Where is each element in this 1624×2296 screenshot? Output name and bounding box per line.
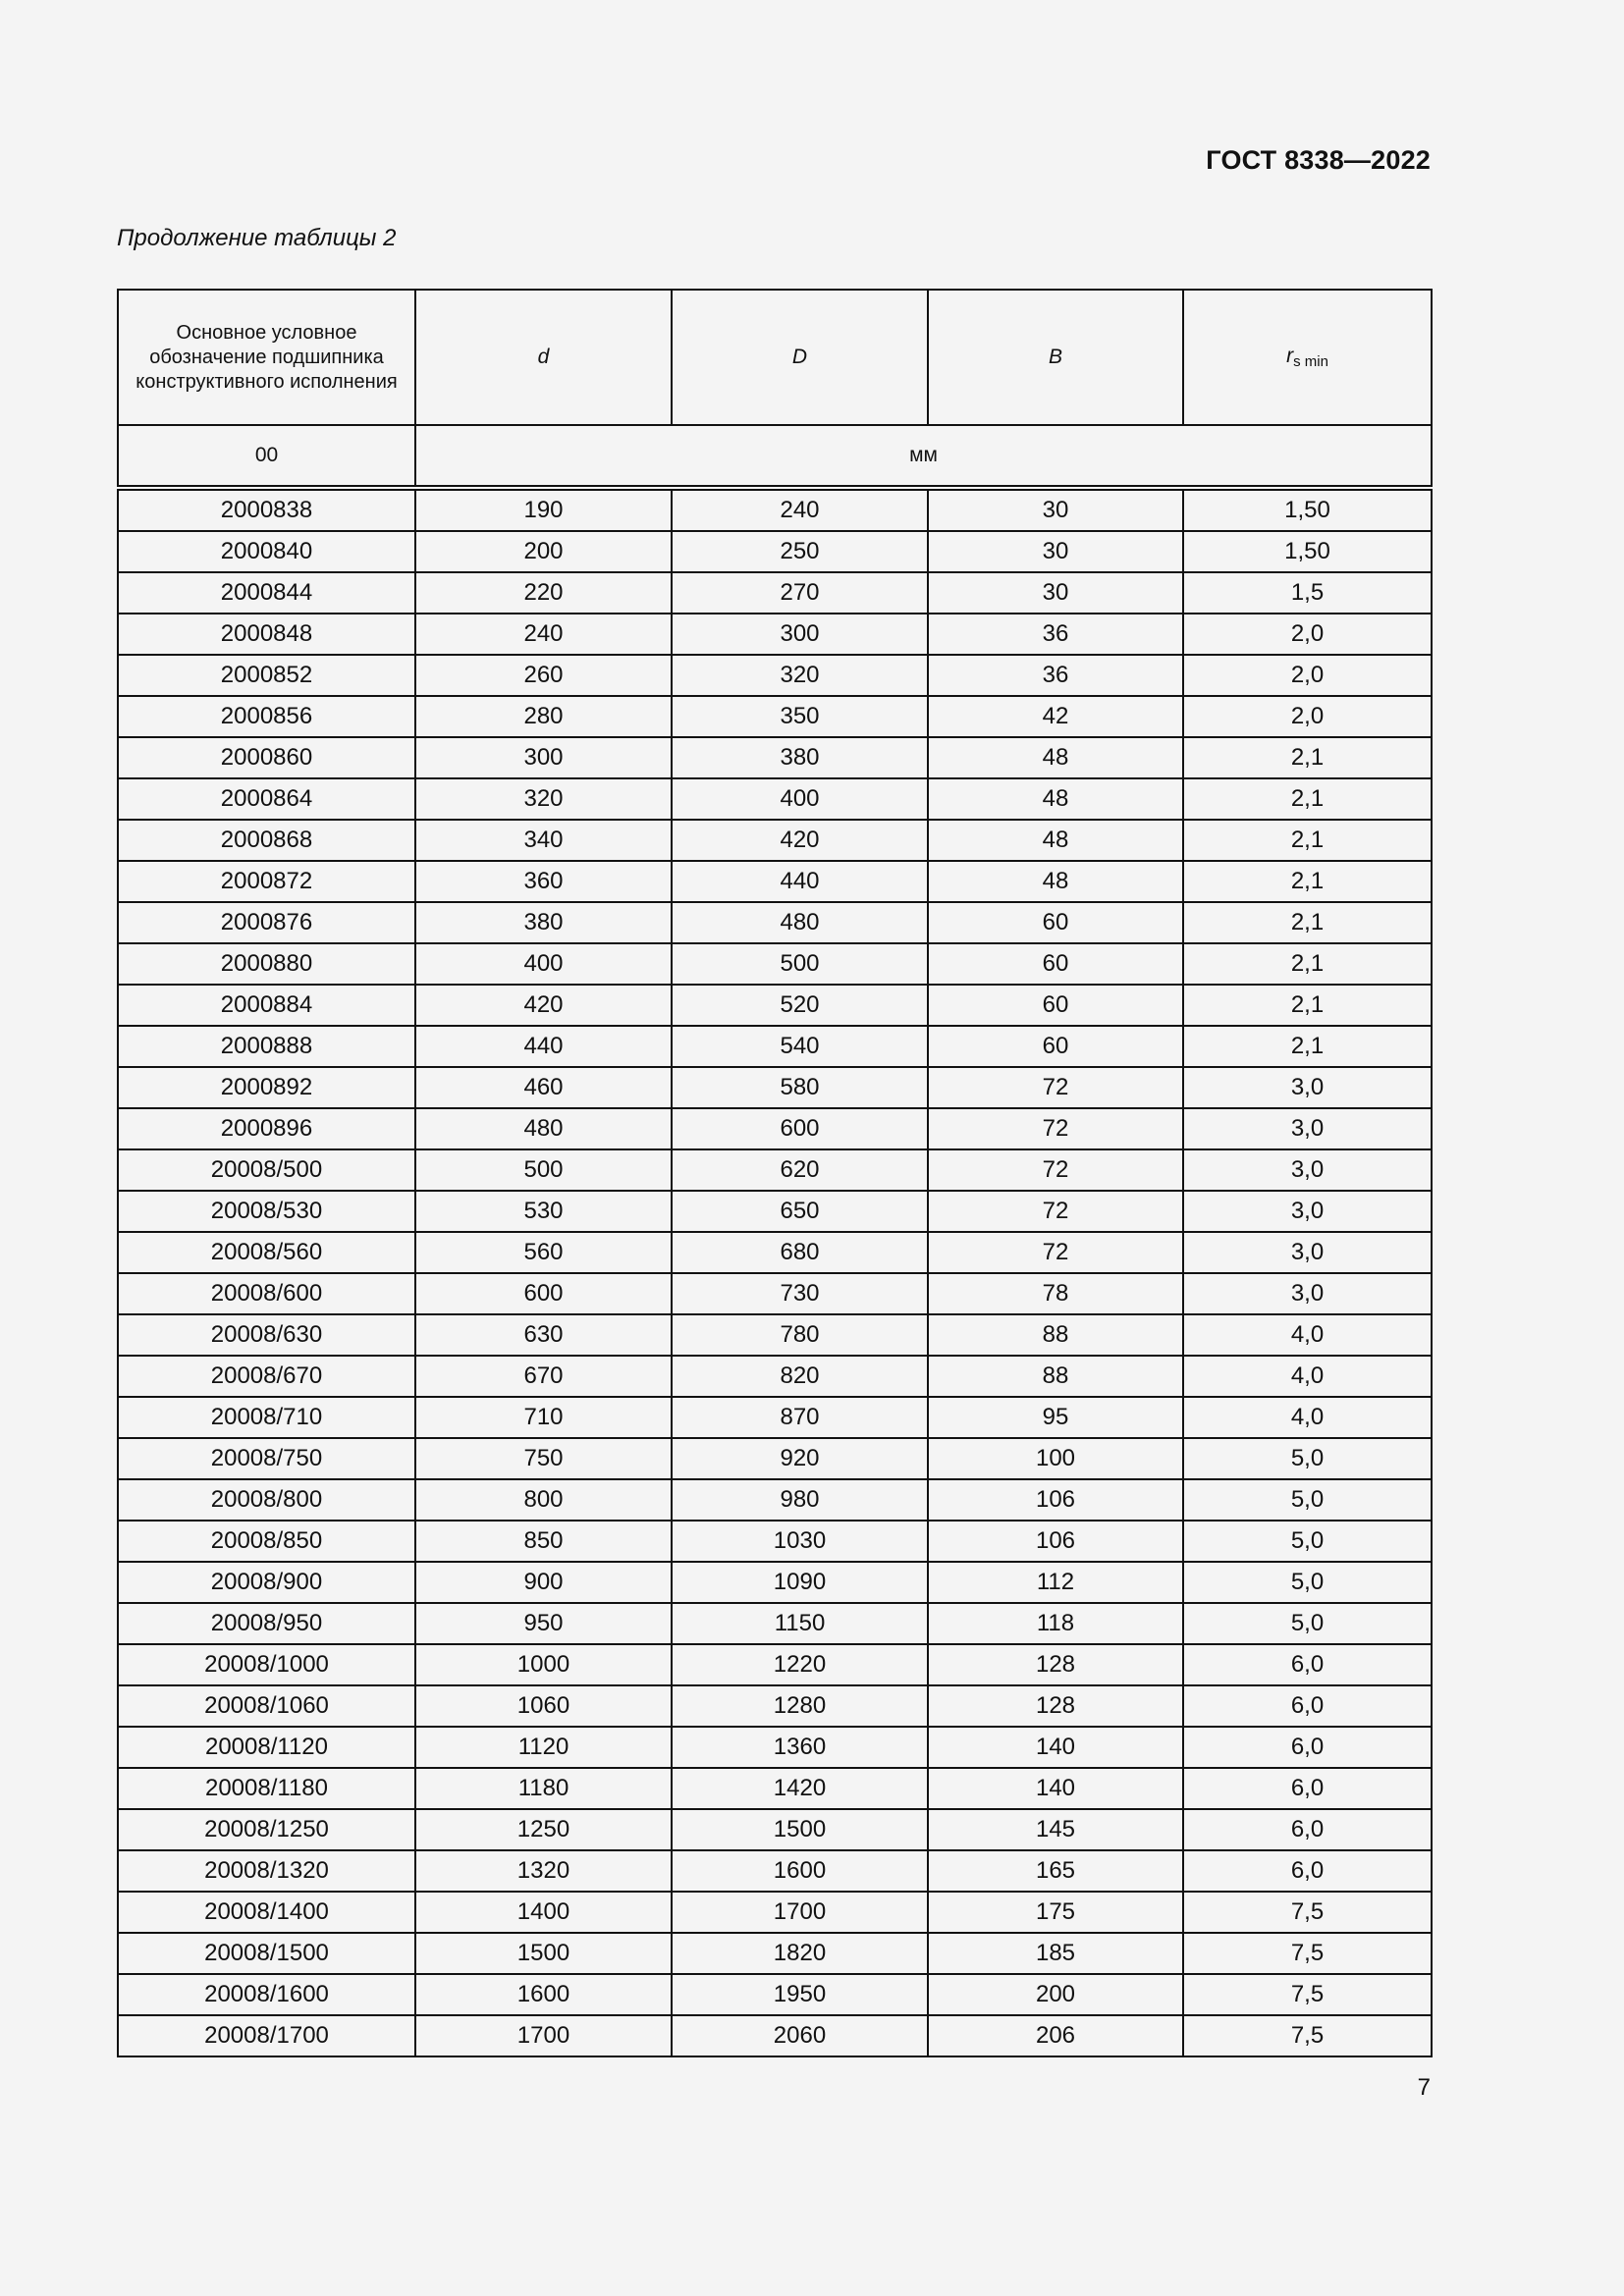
cell-designation: 2000840 bbox=[118, 531, 415, 572]
cell-D: 1090 bbox=[672, 1562, 928, 1603]
cell-designation: 20008/500 bbox=[118, 1149, 415, 1191]
cell-B: 30 bbox=[928, 488, 1183, 531]
cell-designation: 20008/670 bbox=[118, 1356, 415, 1397]
cell-rs-min: 3,0 bbox=[1183, 1108, 1432, 1149]
cell-d: 340 bbox=[415, 820, 672, 861]
table-header-row bbox=[118, 290, 1432, 425]
cell-D: 580 bbox=[672, 1067, 928, 1108]
cell-d: 800 bbox=[415, 1479, 672, 1521]
cell-B: 88 bbox=[928, 1314, 1183, 1356]
cell-B: 48 bbox=[928, 737, 1183, 778]
cell-d: 850 bbox=[415, 1521, 672, 1562]
table-row bbox=[118, 943, 1432, 985]
header-r: r bbox=[1286, 345, 1294, 367]
table-row bbox=[118, 820, 1432, 861]
cell-designation: 20008/1400 bbox=[118, 1892, 415, 1933]
cell-D: 1500 bbox=[672, 1809, 928, 1850]
table-unit-row bbox=[118, 425, 1432, 488]
cell-D: 680 bbox=[672, 1232, 928, 1273]
table-row bbox=[118, 614, 1432, 655]
cell-d: 190 bbox=[415, 488, 672, 531]
cell-rs-min: 1,50 bbox=[1183, 488, 1432, 531]
cell-designation: 20008/1000 bbox=[118, 1644, 415, 1685]
cell-B: 118 bbox=[928, 1603, 1183, 1644]
cell-D: 380 bbox=[672, 737, 928, 778]
cell-rs-min: 5,0 bbox=[1183, 1603, 1432, 1644]
cell-B: 106 bbox=[928, 1521, 1183, 1562]
cell-B: 128 bbox=[928, 1685, 1183, 1727]
cell-rs-min: 5,0 bbox=[1183, 1438, 1432, 1479]
cell-D: 440 bbox=[672, 861, 928, 902]
cell-designation: 20008/1250 bbox=[118, 1809, 415, 1850]
cell-rs-min: 1,5 bbox=[1183, 572, 1432, 614]
table-row bbox=[118, 696, 1432, 737]
cell-designation: 20008/1120 bbox=[118, 1727, 415, 1768]
cell-D: 920 bbox=[672, 1438, 928, 1479]
cell-rs-min: 2,1 bbox=[1183, 902, 1432, 943]
cell-B: 88 bbox=[928, 1356, 1183, 1397]
table-row bbox=[118, 1685, 1432, 1727]
cell-rs-min: 3,0 bbox=[1183, 1191, 1432, 1232]
table-row bbox=[118, 1232, 1432, 1273]
cell-rs-min: 6,0 bbox=[1183, 1809, 1432, 1850]
cell-rs-min: 2,0 bbox=[1183, 696, 1432, 737]
cell-D: 1220 bbox=[672, 1644, 928, 1685]
cell-designation: 20008/1700 bbox=[118, 2015, 415, 2056]
cell-D: 650 bbox=[672, 1191, 928, 1232]
cell-rs-min: 2,1 bbox=[1183, 943, 1432, 985]
cell-rs-min: 3,0 bbox=[1183, 1232, 1432, 1273]
cell-rs-min: 4,0 bbox=[1183, 1397, 1432, 1438]
table-row bbox=[118, 655, 1432, 696]
cell-rs-min: 2,0 bbox=[1183, 655, 1432, 696]
cell-D: 480 bbox=[672, 902, 928, 943]
cell-D: 620 bbox=[672, 1149, 928, 1191]
cell-d: 1120 bbox=[415, 1727, 672, 1768]
cell-rs-min: 2,1 bbox=[1183, 861, 1432, 902]
table-body bbox=[118, 488, 1432, 2056]
cell-rs-min: 6,0 bbox=[1183, 1685, 1432, 1727]
table-row bbox=[118, 1026, 1432, 1067]
cell-d: 1060 bbox=[415, 1685, 672, 1727]
cell-D: 1950 bbox=[672, 1974, 928, 2015]
cell-d: 600 bbox=[415, 1273, 672, 1314]
cell-B: 100 bbox=[928, 1438, 1183, 1479]
cell-designation: 20008/1500 bbox=[118, 1933, 415, 1974]
cell-B: 60 bbox=[928, 985, 1183, 1026]
cell-d: 400 bbox=[415, 943, 672, 985]
cell-D: 500 bbox=[672, 943, 928, 985]
table-row bbox=[118, 985, 1432, 1026]
cell-B: 60 bbox=[928, 1026, 1183, 1067]
table-row bbox=[118, 488, 1432, 531]
header-B: B bbox=[928, 290, 1183, 425]
cell-d: 710 bbox=[415, 1397, 672, 1438]
cell-rs-min: 3,0 bbox=[1183, 1149, 1432, 1191]
cell-d: 950 bbox=[415, 1603, 672, 1644]
table-row bbox=[118, 902, 1432, 943]
cell-rs-min: 4,0 bbox=[1183, 1356, 1432, 1397]
cell-d: 260 bbox=[415, 655, 672, 696]
cell-d: 320 bbox=[415, 778, 672, 820]
cell-B: 206 bbox=[928, 2015, 1183, 2056]
cell-designation: 20008/800 bbox=[118, 1479, 415, 1521]
cell-B: 72 bbox=[928, 1108, 1183, 1149]
table-row bbox=[118, 1356, 1432, 1397]
table-row bbox=[118, 1149, 1432, 1191]
cell-D: 320 bbox=[672, 655, 928, 696]
cell-rs-min: 1,50 bbox=[1183, 531, 1432, 572]
cell-d: 380 bbox=[415, 902, 672, 943]
cell-designation: 2000888 bbox=[118, 1026, 415, 1067]
cell-D: 1150 bbox=[672, 1603, 928, 1644]
cell-B: 140 bbox=[928, 1727, 1183, 1768]
cell-rs-min: 5,0 bbox=[1183, 1562, 1432, 1603]
cell-D: 1700 bbox=[672, 1892, 928, 1933]
cell-D: 600 bbox=[672, 1108, 928, 1149]
cell-D: 520 bbox=[672, 985, 928, 1026]
cell-designation: 2000860 bbox=[118, 737, 415, 778]
cell-designation: 20008/850 bbox=[118, 1521, 415, 1562]
cell-D: 420 bbox=[672, 820, 928, 861]
header-d: d bbox=[415, 290, 672, 425]
cell-D: 350 bbox=[672, 696, 928, 737]
cell-d: 1320 bbox=[415, 1850, 672, 1892]
cell-designation: 2000884 bbox=[118, 985, 415, 1026]
cell-D: 240 bbox=[672, 488, 928, 531]
cell-rs-min: 2,1 bbox=[1183, 1026, 1432, 1067]
header-rs-min bbox=[1183, 290, 1432, 425]
cell-B: 145 bbox=[928, 1809, 1183, 1850]
table-row bbox=[118, 1974, 1432, 2015]
table-row bbox=[118, 1727, 1432, 1768]
cell-D: 270 bbox=[672, 572, 928, 614]
cell-designation: 2000880 bbox=[118, 943, 415, 985]
cell-rs-min: 5,0 bbox=[1183, 1521, 1432, 1562]
cell-rs-min: 5,0 bbox=[1183, 1479, 1432, 1521]
table-row bbox=[118, 531, 1432, 572]
cell-B: 200 bbox=[928, 1974, 1183, 2015]
table-caption: Продолжение таблицы 2 bbox=[117, 225, 397, 251]
cell-d: 1500 bbox=[415, 1933, 672, 1974]
cell-d: 530 bbox=[415, 1191, 672, 1232]
cell-d: 360 bbox=[415, 861, 672, 902]
cell-B: 175 bbox=[928, 1892, 1183, 1933]
header-D: D bbox=[672, 290, 928, 425]
cell-d: 220 bbox=[415, 572, 672, 614]
cell-d: 300 bbox=[415, 737, 672, 778]
cell-designation: 2000868 bbox=[118, 820, 415, 861]
table-row bbox=[118, 1397, 1432, 1438]
cell-B: 106 bbox=[928, 1479, 1183, 1521]
cell-designation: 2000892 bbox=[118, 1067, 415, 1108]
table-row bbox=[118, 1850, 1432, 1892]
cell-B: 112 bbox=[928, 1562, 1183, 1603]
cell-D: 980 bbox=[672, 1479, 928, 1521]
table-row bbox=[118, 1108, 1432, 1149]
cell-d: 440 bbox=[415, 1026, 672, 1067]
cell-designation: 20008/710 bbox=[118, 1397, 415, 1438]
cell-designation: 20008/950 bbox=[118, 1603, 415, 1644]
cell-d: 280 bbox=[415, 696, 672, 737]
cell-rs-min: 6,0 bbox=[1183, 1768, 1432, 1809]
table-row bbox=[118, 1892, 1432, 1933]
unit-label: мм bbox=[415, 425, 1432, 488]
table-row bbox=[118, 2015, 1432, 2056]
cell-B: 128 bbox=[928, 1644, 1183, 1685]
table-row bbox=[118, 572, 1432, 614]
cell-d: 200 bbox=[415, 531, 672, 572]
cell-D: 730 bbox=[672, 1273, 928, 1314]
cell-rs-min: 4,0 bbox=[1183, 1314, 1432, 1356]
table-row bbox=[118, 1933, 1432, 1974]
cell-B: 60 bbox=[928, 902, 1183, 943]
table-row bbox=[118, 1314, 1432, 1356]
table-row bbox=[118, 1438, 1432, 1479]
cell-B: 48 bbox=[928, 778, 1183, 820]
cell-rs-min: 6,0 bbox=[1183, 1644, 1432, 1685]
cell-d: 670 bbox=[415, 1356, 672, 1397]
cell-d: 1180 bbox=[415, 1768, 672, 1809]
cell-designation: 2000876 bbox=[118, 902, 415, 943]
cell-rs-min: 2,1 bbox=[1183, 778, 1432, 820]
cell-D: 400 bbox=[672, 778, 928, 820]
cell-D: 870 bbox=[672, 1397, 928, 1438]
cell-B: 165 bbox=[928, 1850, 1183, 1892]
cell-designation: 2000896 bbox=[118, 1108, 415, 1149]
cell-designation: 20008/600 bbox=[118, 1273, 415, 1314]
table-row bbox=[118, 1479, 1432, 1521]
document-code: ГОСТ 8338—2022 bbox=[1206, 145, 1431, 175]
cell-B: 48 bbox=[928, 820, 1183, 861]
cell-d: 420 bbox=[415, 985, 672, 1026]
cell-d: 1250 bbox=[415, 1809, 672, 1850]
cell-rs-min: 2,1 bbox=[1183, 737, 1432, 778]
cell-B: 185 bbox=[928, 1933, 1183, 1974]
cell-designation: 2000848 bbox=[118, 614, 415, 655]
cell-d: 1700 bbox=[415, 2015, 672, 2056]
cell-designation: 20008/1600 bbox=[118, 1974, 415, 2015]
bearing-dimensions-table bbox=[117, 289, 1433, 2057]
cell-D: 1030 bbox=[672, 1521, 928, 1562]
unit-code: 00 bbox=[118, 425, 415, 488]
cell-rs-min: 2,0 bbox=[1183, 614, 1432, 655]
cell-d: 460 bbox=[415, 1067, 672, 1108]
cell-d: 750 bbox=[415, 1438, 672, 1479]
cell-B: 60 bbox=[928, 943, 1183, 985]
cell-designation: 2000844 bbox=[118, 572, 415, 614]
table-row bbox=[118, 737, 1432, 778]
cell-D: 820 bbox=[672, 1356, 928, 1397]
cell-designation: 20008/1060 bbox=[118, 1685, 415, 1727]
cell-B: 78 bbox=[928, 1273, 1183, 1314]
cell-B: 72 bbox=[928, 1191, 1183, 1232]
cell-rs-min: 7,5 bbox=[1183, 1892, 1432, 1933]
cell-designation: 2000864 bbox=[118, 778, 415, 820]
cell-D: 1420 bbox=[672, 1768, 928, 1809]
cell-designation: 2000872 bbox=[118, 861, 415, 902]
header-s-min: s min bbox=[1293, 353, 1328, 370]
cell-B: 30 bbox=[928, 572, 1183, 614]
cell-B: 36 bbox=[928, 655, 1183, 696]
cell-d: 500 bbox=[415, 1149, 672, 1191]
cell-B: 95 bbox=[928, 1397, 1183, 1438]
cell-designation: 20008/1180 bbox=[118, 1768, 415, 1809]
table-row bbox=[118, 778, 1432, 820]
cell-d: 480 bbox=[415, 1108, 672, 1149]
cell-designation: 20008/530 bbox=[118, 1191, 415, 1232]
cell-B: 30 bbox=[928, 531, 1183, 572]
cell-rs-min: 7,5 bbox=[1183, 2015, 1432, 2056]
cell-D: 250 bbox=[672, 531, 928, 572]
table-row bbox=[118, 1809, 1432, 1850]
cell-designation: 2000852 bbox=[118, 655, 415, 696]
table-row bbox=[118, 1644, 1432, 1685]
cell-d: 900 bbox=[415, 1562, 672, 1603]
table-row bbox=[118, 1273, 1432, 1314]
table-row bbox=[118, 1603, 1432, 1644]
cell-D: 2060 bbox=[672, 2015, 928, 2056]
cell-rs-min: 3,0 bbox=[1183, 1273, 1432, 1314]
cell-rs-min: 2,1 bbox=[1183, 985, 1432, 1026]
cell-rs-min: 6,0 bbox=[1183, 1850, 1432, 1892]
cell-rs-min: 7,5 bbox=[1183, 1974, 1432, 2015]
table-row bbox=[118, 1067, 1432, 1108]
cell-D: 1820 bbox=[672, 1933, 928, 1974]
cell-B: 36 bbox=[928, 614, 1183, 655]
cell-designation: 20008/900 bbox=[118, 1562, 415, 1603]
cell-designation: 20008/750 bbox=[118, 1438, 415, 1479]
cell-D: 1360 bbox=[672, 1727, 928, 1768]
cell-d: 1000 bbox=[415, 1644, 672, 1685]
cell-rs-min: 6,0 bbox=[1183, 1727, 1432, 1768]
cell-designation: 20008/560 bbox=[118, 1232, 415, 1273]
cell-d: 630 bbox=[415, 1314, 672, 1356]
cell-d: 1400 bbox=[415, 1892, 672, 1933]
cell-D: 780 bbox=[672, 1314, 928, 1356]
table-row bbox=[118, 1562, 1432, 1603]
cell-D: 1280 bbox=[672, 1685, 928, 1727]
header-designation: Основное условное обозначение подшипника конструктивного исполнения bbox=[118, 290, 415, 425]
cell-B: 42 bbox=[928, 696, 1183, 737]
table-row bbox=[118, 861, 1432, 902]
cell-rs-min: 2,1 bbox=[1183, 820, 1432, 861]
table-row bbox=[118, 1768, 1432, 1809]
cell-B: 72 bbox=[928, 1067, 1183, 1108]
cell-designation: 20008/1320 bbox=[118, 1850, 415, 1892]
table-row bbox=[118, 1521, 1432, 1562]
cell-designation: 2000838 bbox=[118, 488, 415, 531]
cell-d: 240 bbox=[415, 614, 672, 655]
cell-D: 300 bbox=[672, 614, 928, 655]
cell-D: 1600 bbox=[672, 1850, 928, 1892]
cell-B: 72 bbox=[928, 1149, 1183, 1191]
cell-rs-min: 7,5 bbox=[1183, 1933, 1432, 1974]
cell-d: 560 bbox=[415, 1232, 672, 1273]
cell-B: 48 bbox=[928, 861, 1183, 902]
cell-designation: 20008/630 bbox=[118, 1314, 415, 1356]
cell-designation: 2000856 bbox=[118, 696, 415, 737]
cell-B: 72 bbox=[928, 1232, 1183, 1273]
cell-d: 1600 bbox=[415, 1974, 672, 2015]
cell-B: 140 bbox=[928, 1768, 1183, 1809]
page-number: 7 bbox=[1417, 2074, 1431, 2101]
cell-rs-min: 3,0 bbox=[1183, 1067, 1432, 1108]
cell-D: 540 bbox=[672, 1026, 928, 1067]
table-row bbox=[118, 1191, 1432, 1232]
